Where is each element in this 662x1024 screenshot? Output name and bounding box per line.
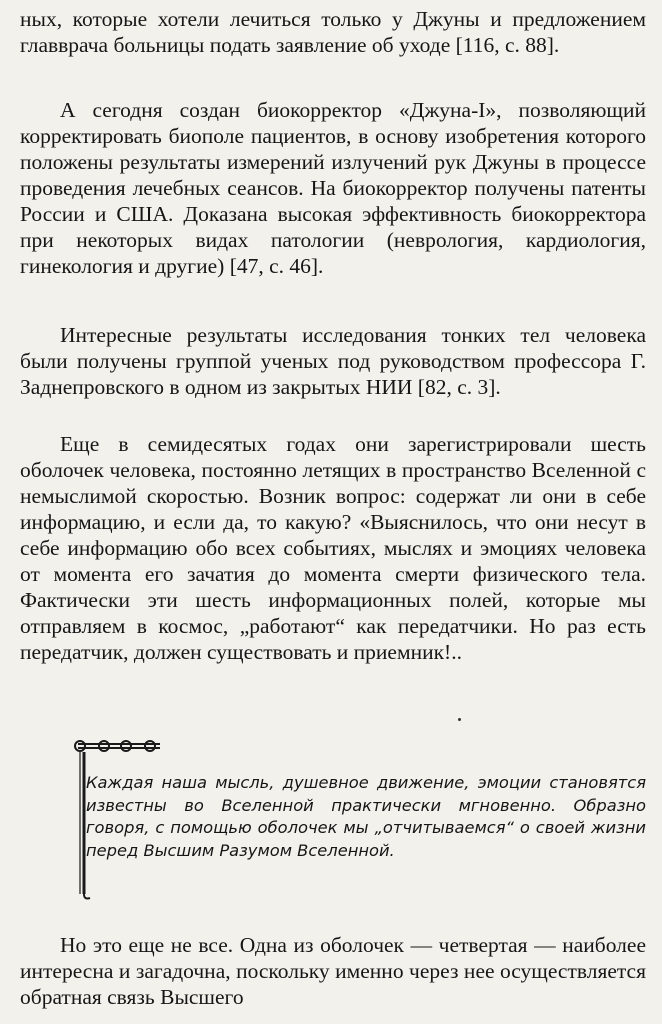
separator-dot xyxy=(458,718,461,721)
paragraph-six-shells: Еще в семидесятых годах они зарегистрировали шесть оболочек человека, постоянно летящих в пространство Вселенной с немыслимой скоростью. Возник вопрос: содержат ли они в себе информацию, и если да, то какую? «Выяснилось, что они несут в себе информацию обо всех событиях, мыслях и эмоциях человека от момента его зачатия до момента смерти физического тела. Фактически эти шесть информационных полей, которые мы отправляем в космос, „работают“ как передатчики. Но раз есть передатчик, должен существовать и приемник!.. xyxy=(20,432,646,664)
paragraph-research: Интересные результаты исследования тонких тел человека были получены группой ученых под руководством профессора Г. Заднепровского в одном из закрытых НИИ [82, с. 3]. xyxy=(20,323,646,399)
callout-quote: Каждая наша мысль, душевное движение, эмоции становятся известны во Вселенной практически мгновенно. Образно говоря, с помощью оболочек мы „отчитываемся“ о своей жизни перед Высшим Разумом Вселенной. xyxy=(86,773,646,860)
paragraph-fourth-shell: Но это еще не все. Одна из оболочек — четвертая — наиболее интересна и загадочна, поскольку именно через нее осуществляется обратная связь Высшего xyxy=(20,933,646,1009)
paragraph-biocorrector: А сегодня создан биокорректор «Джуна-I», позволяющий корректировать биополе пациентов, в основу изобретения которого положены результаты измерений излучений рук Джуны в процессе проведения лечебных сеансов. На биокорректор получены патенты России и США. Доказана высокая эффективность биокорректора при некоторых видах патологии (неврология, кардиология, гинекология и другие) [47, с. 46]. xyxy=(20,98,646,278)
paragraph-continuation: ных, которые хотели лечиться только у Джуны и предложением главврача больницы подать заявление об уходе [116, с. 88]. xyxy=(20,7,646,57)
